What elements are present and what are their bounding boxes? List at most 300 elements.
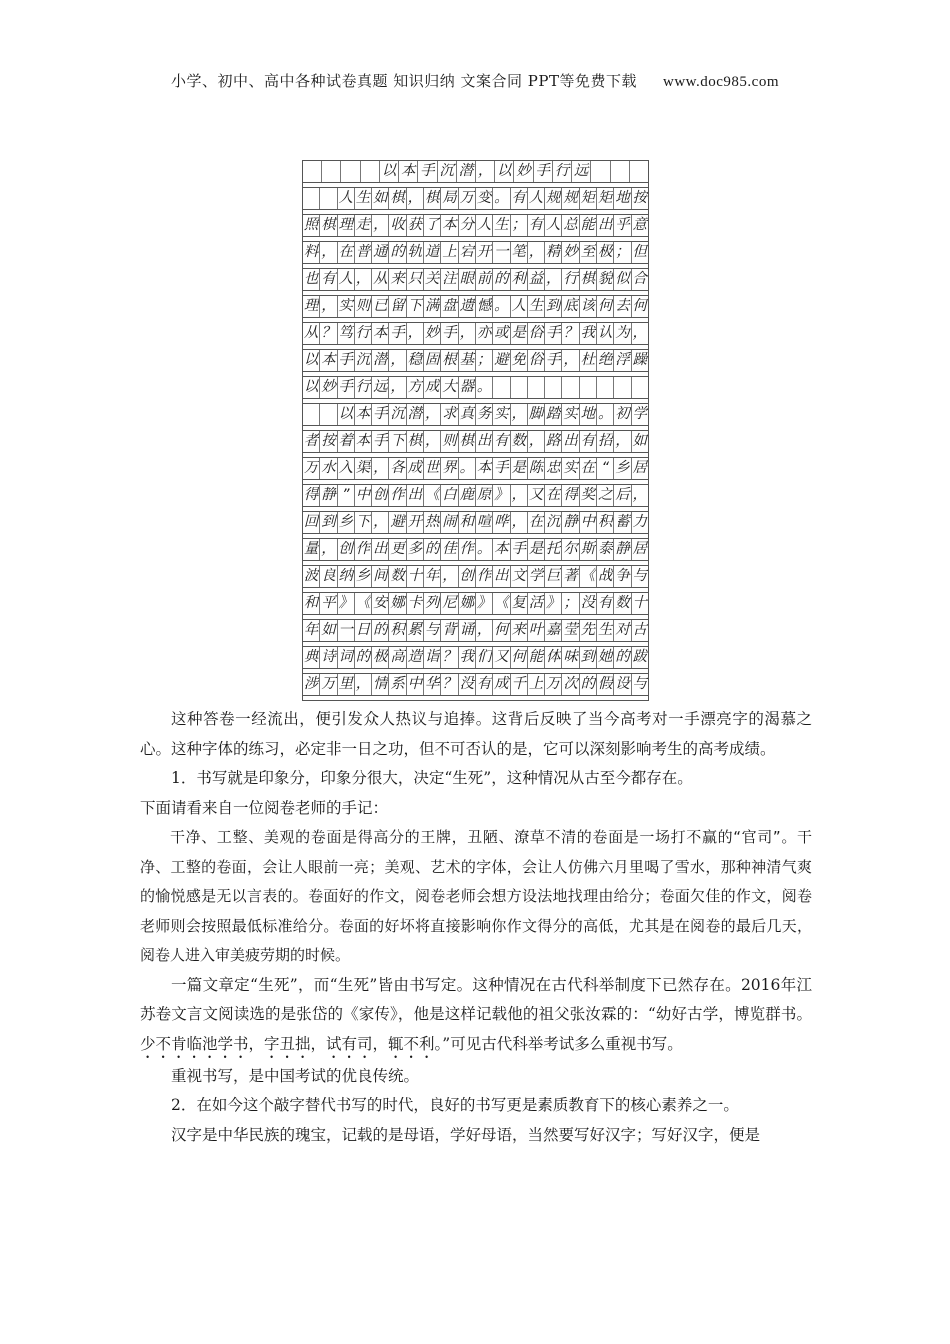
grid-cell: 白 <box>440 485 457 506</box>
grid-cell: 总 <box>561 215 578 236</box>
grid-cell: 如 <box>319 620 336 641</box>
grid-cell: 入 <box>337 458 354 479</box>
grid-cell: 理 <box>303 298 319 314</box>
grid-cell: 认 <box>596 323 613 344</box>
grid-cell: 以 <box>337 404 354 425</box>
grid-cell: 实 <box>561 458 578 479</box>
grid-cell: ？ <box>440 647 457 668</box>
grid-cell: 里 <box>337 674 354 695</box>
grid-cell: 手 <box>440 323 457 344</box>
grid-cell: 有 <box>475 674 492 695</box>
grid-cell: 路 <box>544 431 561 452</box>
grid-cell: 来 <box>510 620 527 641</box>
paragraph: 汉字是中华民族的瑰宝，记载的是母语，学好母语，当然要写好汉字；写好汉字，便是 <box>171 1125 761 1144</box>
grid-cell: 有 <box>579 431 596 452</box>
grid-cell: 矩 <box>579 188 596 209</box>
grid-cell <box>613 377 630 398</box>
grid-cell: 按 <box>631 188 648 209</box>
grid-cell: 到 <box>544 296 561 317</box>
grid-cell <box>360 161 379 182</box>
grid-cell: 嘉 <box>544 620 561 641</box>
grid-cell: 和 <box>303 595 319 611</box>
grid-cell: 憾 <box>475 296 492 317</box>
grid-cell: 理 <box>337 215 354 236</box>
grid-cell: 则 <box>354 296 371 317</box>
grid-cell: 本 <box>354 404 371 425</box>
grid-cell: 手 <box>544 350 561 371</box>
text-span: 一篇文章定“生死”，而“生死”皆由书写定。这种情况在古代科举制度下已然存在。2016年江苏卷文言文阅读选的是张岱的《家传》，他是这样记载他的祖父张汝霖的：“幼好古学，博览群书。 <box>140 975 812 1023</box>
grid-cell: 关 <box>423 269 440 290</box>
grid-cell: ， <box>510 404 527 425</box>
grid-cell: ， <box>631 485 648 506</box>
grid-cell: ， <box>544 269 561 290</box>
grid-cell: 得 <box>561 485 578 506</box>
grid-cell: 次 <box>561 674 578 695</box>
grid-cell: 照 <box>303 217 319 233</box>
grid-cell: 纳 <box>337 566 354 587</box>
grid-row <box>303 241 648 264</box>
grid-cell: 力 <box>631 512 648 533</box>
grid-cell: 脚 <box>527 404 544 425</box>
grid-cell: 娜 <box>458 593 475 614</box>
grid-cell: 回 <box>303 514 319 530</box>
handwriting-grid-image <box>302 160 649 701</box>
grid-cell: 手 <box>337 350 354 371</box>
grid-cell: 有 <box>527 215 544 236</box>
grid-cell: ， <box>406 188 423 209</box>
grid-cell: 乡 <box>354 566 371 587</box>
grid-cell: 沉 <box>388 404 405 425</box>
grid-cell: 活 <box>527 593 544 614</box>
grid-cell: 水 <box>319 458 336 479</box>
grid-cell: 。 <box>492 296 509 317</box>
grid-cell: 妙 <box>319 377 336 398</box>
grid-cell: 我 <box>579 323 596 344</box>
grid-cell: ， <box>458 323 475 344</box>
grid-cell: 中 <box>579 512 596 533</box>
grid-cell: 在 <box>579 458 596 479</box>
grid-cell: 妙 <box>423 323 440 344</box>
grid-cell: 出 <box>406 485 423 506</box>
grid-cell: 跋 <box>631 647 648 668</box>
grid-cell: 十 <box>631 593 648 614</box>
grid-cell: 典 <box>303 649 319 665</box>
grid-cell: 数 <box>613 593 630 614</box>
grid-cell: 上 <box>440 242 457 263</box>
grid-cell: 为 <box>613 323 630 344</box>
grid-cell <box>629 161 648 182</box>
grid-cell: ， <box>319 296 336 317</box>
grid-row <box>303 376 648 399</box>
grid-cell: 棋 <box>458 431 475 452</box>
grid-cell: 诵 <box>458 620 475 641</box>
grid-cell <box>321 161 340 182</box>
grid-cell: 出 <box>596 215 613 236</box>
grid-cell: 下 <box>388 431 405 452</box>
grid-cell: 高 <box>388 647 405 668</box>
grid-row <box>303 160 648 183</box>
grid-cell: 规 <box>544 188 561 209</box>
grid-cell: 满 <box>423 296 440 317</box>
grid-cell: 大 <box>440 377 457 398</box>
grid-cell: 以 <box>303 352 319 368</box>
grid-cell: 极 <box>596 242 613 263</box>
grid-cell: 哗 <box>492 512 509 533</box>
grid-cell: 。 <box>492 188 509 209</box>
grid-cell: 系 <box>388 674 405 695</box>
grid-cell: 数 <box>388 566 405 587</box>
grid-cell: 又 <box>527 485 544 506</box>
grid-cell: 体 <box>544 647 561 668</box>
grid-cell: 遗 <box>458 296 475 317</box>
grid-cell: 情 <box>371 674 388 695</box>
grid-row <box>303 646 648 669</box>
grid-cell: 真 <box>458 404 475 425</box>
grid-cell: ， <box>371 512 388 533</box>
grid-cell: 闹 <box>440 512 457 533</box>
grid-cell: 也 <box>303 271 319 287</box>
grid-cell: 一 <box>492 242 509 263</box>
grid-cell: 棋 <box>388 188 405 209</box>
grid-cell: 成 <box>406 458 423 479</box>
grid-cell: 《 <box>423 485 440 506</box>
grid-row <box>303 349 648 372</box>
grid-row <box>303 538 648 561</box>
grid-cell: 到 <box>579 647 596 668</box>
grid-cell: 居 <box>631 539 648 560</box>
grid-cell: ， <box>388 350 405 371</box>
grid-cell: 如 <box>631 431 648 452</box>
grid-cell: 绝 <box>596 350 613 371</box>
grid-cell: ， <box>527 431 544 452</box>
grid-cell: 》 <box>544 593 561 614</box>
grid-cell: 人 <box>544 215 561 236</box>
grid-cell: 注 <box>440 269 457 290</box>
grid-cell: 沉 <box>354 350 371 371</box>
grid-cell: 涉 <box>303 676 319 692</box>
grid-cell: 陈 <box>527 458 544 479</box>
grid-cell: 是 <box>527 539 544 560</box>
grid-cell <box>590 161 609 182</box>
grid-cell: 行 <box>561 269 578 290</box>
grid-cell: 上 <box>527 674 544 695</box>
grid-cell: 踏 <box>544 404 561 425</box>
grid-cell: 免 <box>510 350 527 371</box>
grid-cell: 十 <box>406 566 423 587</box>
grid-cell: 与 <box>423 620 440 641</box>
grid-cell: 渠 <box>354 458 371 479</box>
grid-cell: 利 <box>510 269 527 290</box>
grid-cell: 潜 <box>456 161 475 182</box>
grid-cell: 》 <box>337 593 354 614</box>
grid-cell: 棋 <box>319 215 336 236</box>
grid-cell: ， <box>440 566 457 587</box>
grid-cell <box>340 161 359 182</box>
grid-cell: 眼 <box>458 269 475 290</box>
grid-cell: 》 <box>492 485 509 506</box>
header-site: www.doc985.com <box>662 74 779 90</box>
grid-row <box>303 457 648 480</box>
grid-cell: 貌 <box>596 269 613 290</box>
grid-cell: 到 <box>319 512 336 533</box>
grid-cell: 世 <box>423 458 440 479</box>
grid-cell: ， <box>406 323 423 344</box>
emphasis-dotted-text: 少不肯临池学书，字丑拙，试有司，辄不利 <box>140 1034 435 1053</box>
grid-cell: 《 <box>492 593 509 614</box>
grid-cell <box>561 377 578 398</box>
grid-cell: 的 <box>492 269 509 290</box>
grid-cell: 普 <box>354 242 371 263</box>
grid-cell <box>303 188 319 209</box>
grid-cell <box>319 404 336 425</box>
grid-cell: 后 <box>613 485 630 506</box>
grid-cell: 背 <box>440 620 457 641</box>
grid-cell: 原 <box>475 485 492 506</box>
grid-cell: 能 <box>527 647 544 668</box>
grid-cell: 人 <box>475 215 492 236</box>
grid-cell: 多 <box>406 539 423 560</box>
grid-cell: 复 <box>510 593 527 614</box>
grid-cell: 尼 <box>440 593 457 614</box>
grid-cell: 本 <box>371 323 388 344</box>
grid-cell: ？ <box>319 323 336 344</box>
grid-cell: 基 <box>458 350 475 371</box>
grid-cell: 先 <box>579 620 596 641</box>
grid-cell: 手 <box>492 458 509 479</box>
grid-cell: 万 <box>303 460 319 476</box>
grid-cell: 卡 <box>406 593 423 614</box>
grid-cell: 累 <box>406 620 423 641</box>
grid-cell: 成 <box>423 377 440 398</box>
grid-cell: 成 <box>492 674 509 695</box>
grid-cell: 在 <box>527 512 544 533</box>
grid-cell: 热 <box>423 512 440 533</box>
grid-row <box>303 484 648 507</box>
page-header <box>0 70 950 91</box>
grid-cell: 以 <box>494 161 513 182</box>
grid-cell: 以 <box>303 379 319 395</box>
paragraph: 下面请看来自一位阅卷老师的手记： <box>140 798 389 817</box>
header-text: 小学、初中、高中各种试卷真题 知识归纳 文案合同 PPT等免费下载 <box>170 72 637 90</box>
grid-cell: 或 <box>492 323 509 344</box>
grid-cell: ； <box>510 215 527 236</box>
grid-cell: 开 <box>406 512 423 533</box>
grid-cell: 人 <box>337 269 354 290</box>
grid-cell: 《 <box>579 566 596 587</box>
grid-cell: 沉 <box>437 161 456 182</box>
grid-cell: ， <box>354 674 371 695</box>
grid-cell <box>510 377 527 398</box>
grid-cell: 学 <box>631 404 648 425</box>
grid-cell: 中 <box>354 485 371 506</box>
grid-cell: 棋 <box>423 188 440 209</box>
grid-cell: 学 <box>527 566 544 587</box>
grid-cell: 。 <box>458 458 475 479</box>
grid-cell: 笃 <box>337 323 354 344</box>
grid-cell: 年 <box>423 566 440 587</box>
grid-cell: 宕 <box>458 242 475 263</box>
grid-cell: 对 <box>613 620 630 641</box>
grid-cell: 有 <box>596 593 613 614</box>
grid-cell: 实 <box>492 404 509 425</box>
grid-cell: ； <box>475 350 492 371</box>
grid-cell: 良 <box>319 566 336 587</box>
grid-cell: 有 <box>319 269 336 290</box>
grid-cell: 华 <box>423 674 440 695</box>
grid-cell: 规 <box>561 188 578 209</box>
grid-cell: 列 <box>423 593 440 614</box>
grid-row <box>303 403 648 426</box>
grid-cell: 手 <box>371 404 388 425</box>
grid-cell: 佳 <box>440 539 457 560</box>
grid-cell: 斯 <box>579 539 596 560</box>
grid-cell: 的 <box>371 620 388 641</box>
grid-cell: 走 <box>354 215 371 236</box>
grid-cell: 居 <box>631 458 648 479</box>
grid-cell: 的 <box>388 242 405 263</box>
grid-cell: 假 <box>596 674 613 695</box>
grid-cell: 叶 <box>527 620 544 641</box>
grid-cell: 浮 <box>613 350 630 371</box>
grid-cell: 蓄 <box>613 512 630 533</box>
grid-cell: 波 <box>303 568 319 584</box>
grid-cell: 文 <box>510 566 527 587</box>
grid-cell: ， <box>510 485 527 506</box>
grid-cell: 静 <box>319 485 336 506</box>
grid-cell: 生 <box>354 188 371 209</box>
grid-row <box>303 268 648 291</box>
grid-cell: 至 <box>579 242 596 263</box>
numbered-point-1: 1．书写就是印象分，印象分很大，决定“生死”，这种情况从古至今都存在。 <box>171 769 693 787</box>
grid-cell: 本 <box>492 539 509 560</box>
grid-cell: 务 <box>475 404 492 425</box>
grid-cell: 行 <box>552 161 571 182</box>
grid-cell: 作 <box>475 566 492 587</box>
grid-cell: 出 <box>371 539 388 560</box>
grid-cell: ？ <box>440 674 457 695</box>
grid-cell <box>596 377 613 398</box>
grid-cell: 诣 <box>423 647 440 668</box>
grid-cell: 安 <box>371 593 388 614</box>
grid-cell: 数 <box>510 431 527 452</box>
grid-cell: 之 <box>596 485 613 506</box>
grid-cell: 是 <box>510 323 527 344</box>
grid-cell <box>631 377 648 398</box>
grid-cell: 初 <box>613 404 630 425</box>
grid-cell: 避 <box>388 512 405 533</box>
grid-cell: 何 <box>510 647 527 668</box>
grid-cell: ， <box>561 350 578 371</box>
grid-cell: ， <box>371 215 388 236</box>
grid-cell: 在 <box>337 242 354 263</box>
grid-cell: 万 <box>544 674 561 695</box>
grid-cell: 手 <box>544 323 561 344</box>
grid-cell: 本 <box>475 458 492 479</box>
grid-cell: 收 <box>388 215 405 236</box>
grid-row <box>303 592 648 615</box>
grid-cell: 托 <box>544 539 561 560</box>
grid-cell: 生 <box>527 296 544 317</box>
grid-cell: 。 <box>475 539 492 560</box>
grid-cell: 潜 <box>371 350 388 371</box>
grid-cell: ， <box>475 620 492 641</box>
grid-cell: ， <box>527 242 544 263</box>
grid-cell: 本 <box>440 215 457 236</box>
grid-cell: 手 <box>417 161 436 182</box>
grid-cell: “ <box>596 458 613 479</box>
grid-cell <box>610 161 629 182</box>
grid-cell: 本 <box>319 350 336 371</box>
grid-cell: 只 <box>406 269 423 290</box>
grid-cell: 手 <box>371 431 388 452</box>
paragraph: 这种答卷一经流出，便引发众人热议与追捧。这背后反映了当今高考对一手漂亮字的渴慕之心。这种字体的练习，必定非一日之功，但不可否认的是，它可以深刻影响考生的高考成绩。 <box>140 710 812 758</box>
grid-cell: 忠 <box>544 458 561 479</box>
grid-cell: 妙 <box>513 161 532 182</box>
grid-cell: 轨 <box>406 242 423 263</box>
grid-row <box>303 565 648 588</box>
grid-cell: 又 <box>492 647 509 668</box>
grid-cell: 奖 <box>579 485 596 506</box>
grid-cell: 杜 <box>579 350 596 371</box>
grid-cell <box>579 377 596 398</box>
grid-cell: 争 <box>613 566 630 587</box>
grid-cell: 。 <box>475 377 492 398</box>
grid-cell: ， <box>388 377 405 398</box>
grid-cell: 去 <box>613 296 630 317</box>
grid-row <box>303 187 648 210</box>
grid-cell: 手 <box>388 323 405 344</box>
grid-cell: ， <box>423 404 440 425</box>
grid-cell <box>319 188 336 209</box>
grid-cell: 手 <box>533 161 552 182</box>
grid-cell: 得 <box>303 487 319 503</box>
grid-cell: 极 <box>371 647 388 668</box>
grid-cell: 通 <box>371 242 388 263</box>
grid-cell: ， <box>631 323 648 344</box>
grid-cell: 行 <box>354 323 371 344</box>
grid-cell: 则 <box>440 431 457 452</box>
grid-cell: 了 <box>423 215 440 236</box>
grid-cell: 按 <box>319 431 336 452</box>
grid-cell: 喧 <box>475 512 492 533</box>
grid-cell: 。 <box>596 404 613 425</box>
grid-cell: 该 <box>579 296 596 317</box>
grid-cell: 万 <box>458 188 475 209</box>
grid-cell: 没 <box>579 593 596 614</box>
grid-cell: 是 <box>510 458 527 479</box>
grid-cell: 们 <box>475 647 492 668</box>
grid-cell: 前 <box>475 269 492 290</box>
grid-cell: 何 <box>596 296 613 317</box>
grid-cell: ， <box>613 431 630 452</box>
grid-cell <box>303 161 321 182</box>
grid-cell: 开 <box>475 242 492 263</box>
grid-cell: 俗 <box>527 323 544 344</box>
grid-cell: 和 <box>458 512 475 533</box>
grid-cell: 何 <box>631 296 648 317</box>
grid-cell: 诗 <box>319 647 336 668</box>
grid-cell: 她 <box>596 647 613 668</box>
grid-cell: ， <box>354 269 371 290</box>
grid-cell: 手 <box>337 377 354 398</box>
grid-cell: 分 <box>458 215 475 236</box>
grid-cell: 静 <box>613 539 630 560</box>
grid-cell: 我 <box>458 647 475 668</box>
grid-cell <box>544 377 561 398</box>
grid-cell: 更 <box>388 539 405 560</box>
grid-cell: 生 <box>596 620 613 641</box>
grid-cell: 词 <box>337 647 354 668</box>
